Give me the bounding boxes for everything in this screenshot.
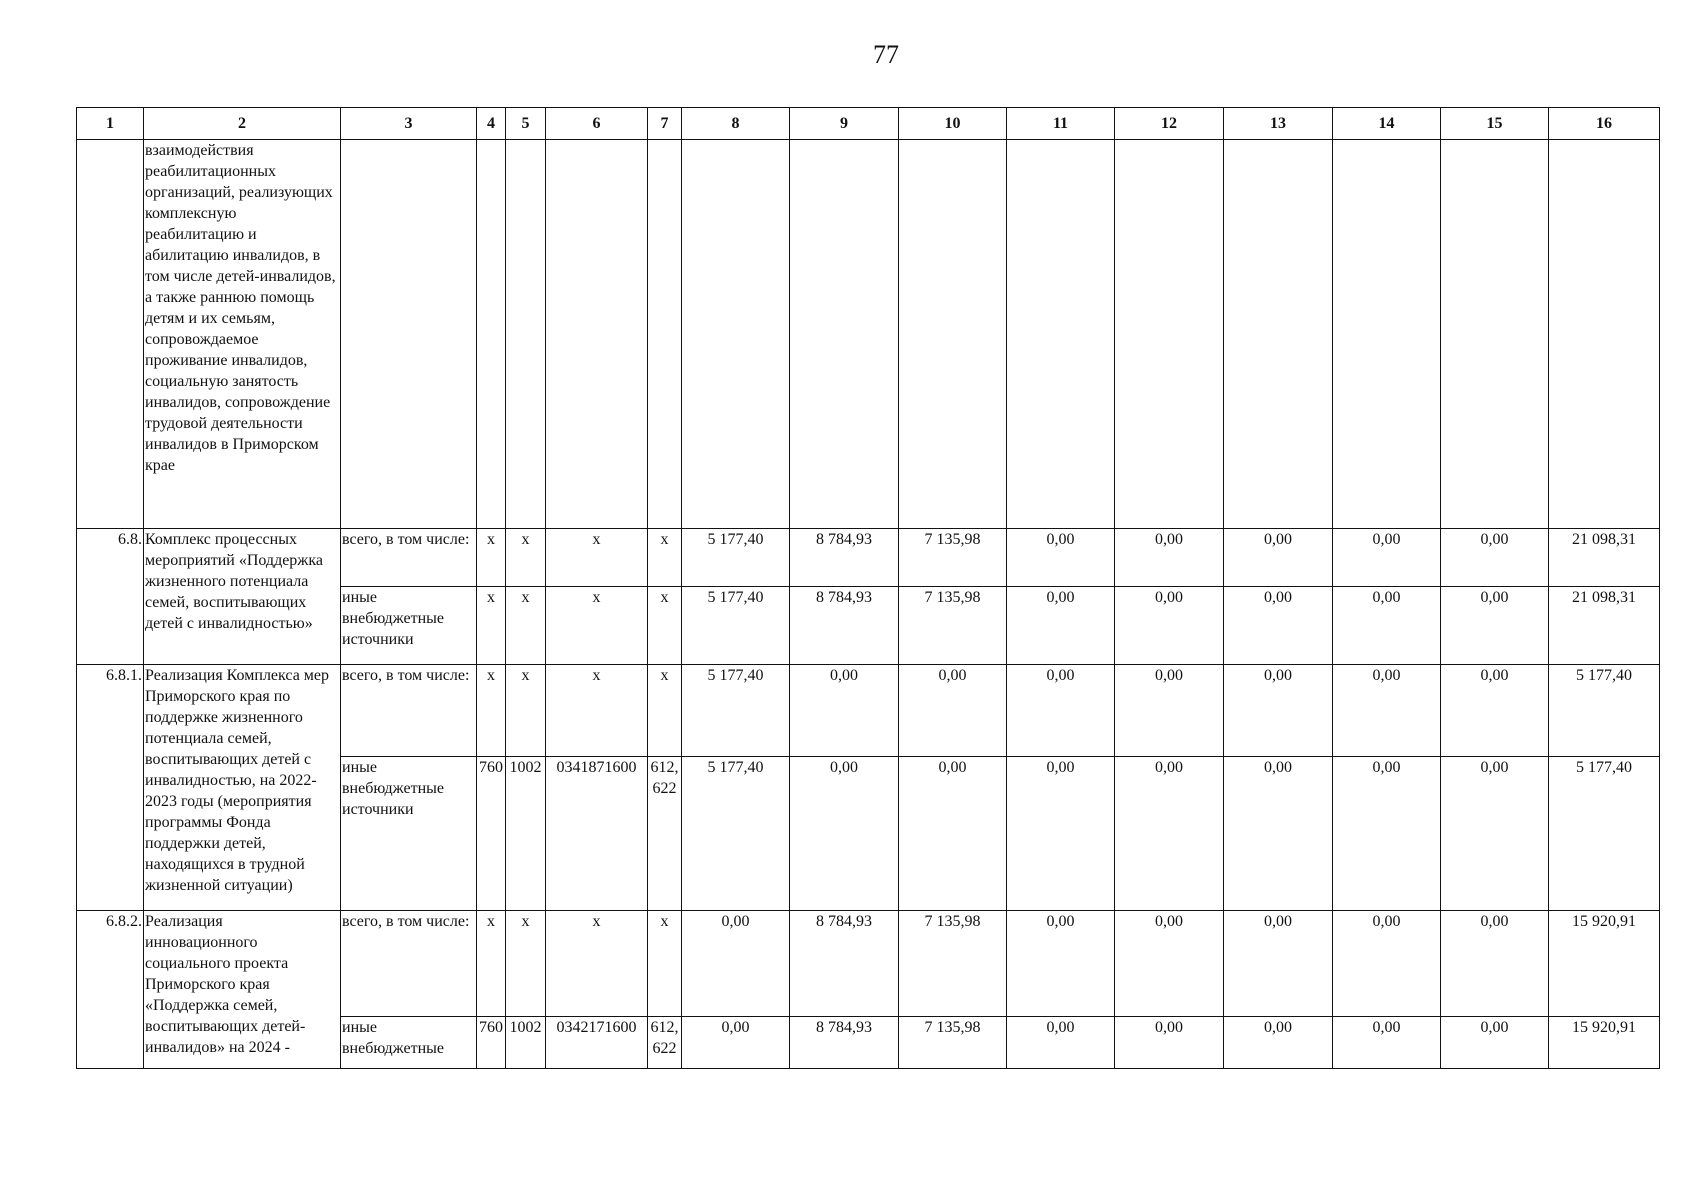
value-cell: 0,00 (1441, 757, 1549, 911)
value-cell: 0,00 (1333, 757, 1441, 911)
funding-source: иные внебюджетные (341, 1017, 477, 1069)
value-cell: 0,00 (1224, 529, 1333, 587)
code-cell: 612, 622 (648, 1017, 682, 1069)
total-cell: 15 920,91 (1549, 911, 1660, 1017)
code-cell: х (546, 529, 648, 587)
code-cell: х (546, 665, 648, 757)
value-cell: 0,00 (1115, 911, 1224, 1017)
value-cell: 0,00 (1224, 665, 1333, 757)
value-cell: 0,00 (1115, 529, 1224, 587)
header-cell: 16 (1549, 108, 1660, 140)
code-cell: х (648, 587, 682, 665)
value-cell: 8 784,93 (790, 587, 899, 665)
cell-empty (1224, 140, 1333, 529)
value-cell: 0,00 (682, 911, 790, 1017)
value-cell: 7 135,98 (899, 911, 1007, 1017)
code-cell: х (477, 587, 506, 665)
header-cell: 5 (506, 108, 546, 140)
funding-source: иные внебюджетные источники (341, 757, 477, 911)
measure-number: 6.8. (77, 529, 144, 665)
header-row (77, 108, 1660, 140)
cell-empty (1115, 140, 1224, 529)
header-cell: 4 (477, 108, 506, 140)
header-cell: 11 (1007, 108, 1115, 140)
measure-number: 6.8.1. (77, 665, 144, 911)
header-cell: 2 (144, 108, 341, 140)
header-cell: 14 (1333, 108, 1441, 140)
measure-name: Комплекс процессных мероприятий «Поддержка жизненного потенциала семей, воспитывающих детей с инвалидностью» (144, 529, 341, 665)
header-cell: 6 (546, 108, 648, 140)
header-cell: 12 (1115, 108, 1224, 140)
cell-empty (1549, 140, 1660, 529)
value-cell: 5 177,40 (682, 665, 790, 757)
value-cell: 0,00 (1224, 757, 1333, 911)
value-cell: 7 135,98 (899, 587, 1007, 665)
code-cell: х (506, 665, 546, 757)
header-cell: 13 (1224, 108, 1333, 140)
value-cell: 7 135,98 (899, 1017, 1007, 1069)
code-cell: х (477, 529, 506, 587)
total-cell: 21 098,31 (1549, 587, 1660, 665)
code-cell: х (648, 529, 682, 587)
value-cell: 0,00 (790, 757, 899, 911)
value-cell: 0,00 (1115, 757, 1224, 911)
code-cell: 760 (477, 757, 506, 911)
total-cell: 5 177,40 (1549, 665, 1660, 757)
value-cell: 0,00 (899, 665, 1007, 757)
value-cell: 0,00 (1441, 587, 1549, 665)
value-cell: 0,00 (682, 1017, 790, 1069)
funding-source: всего, в том числе: (341, 529, 477, 587)
code-cell: 0342171600 (546, 1017, 648, 1069)
header-cell: 8 (682, 108, 790, 140)
value-cell: 8 784,93 (790, 529, 899, 587)
value-cell: 0,00 (1333, 1017, 1441, 1069)
code-cell: 1002 (506, 757, 546, 911)
value-cell: 8 784,93 (790, 1017, 899, 1069)
measure-number: 6.8.2. (77, 911, 144, 1069)
code-cell: 612, 622 (648, 757, 682, 911)
total-cell: 5 177,40 (1549, 757, 1660, 911)
cell-empty (341, 140, 477, 529)
cell-empty (506, 140, 546, 529)
code-cell: х (546, 911, 648, 1017)
cell-empty (477, 140, 506, 529)
value-cell: 0,00 (1007, 529, 1115, 587)
value-cell: 0,00 (899, 757, 1007, 911)
code-cell: х (506, 587, 546, 665)
cell-empty (1333, 140, 1441, 529)
total-cell: 15 920,91 (1549, 1017, 1660, 1069)
continuation-row (77, 140, 1660, 529)
value-cell: 0,00 (1333, 665, 1441, 757)
header-cell: 3 (341, 108, 477, 140)
cell-empty (790, 140, 899, 529)
value-cell: 0,00 (1115, 665, 1224, 757)
total-cell: 21 098,31 (1549, 529, 1660, 587)
cell-empty (546, 140, 648, 529)
value-cell: 0,00 (1441, 665, 1549, 757)
cell-empty (1441, 140, 1549, 529)
value-cell: 0,00 (1007, 1017, 1115, 1069)
value-cell: 5 177,40 (682, 757, 790, 911)
header-cell: 9 (790, 108, 899, 140)
measure-name: Реализация Комплекса мер Приморского края по поддержке жизненного потенциала семей, воспитывающих детей с инвалидностью, на 2022-2023 годы (мероприятия программы Фонда поддержки детей, находящихся в трудной жизненной ситуации) (144, 665, 341, 911)
code-cell: х (546, 587, 648, 665)
header-cell: 10 (899, 108, 1007, 140)
code-cell: х (648, 665, 682, 757)
header-cell: 7 (648, 108, 682, 140)
table-row (77, 529, 1660, 587)
funding-source: всего, в том числе: (341, 911, 477, 1017)
value-cell: 0,00 (1224, 911, 1333, 1017)
value-cell: 0,00 (1441, 911, 1549, 1017)
cell-empty (1007, 140, 1115, 529)
value-cell: 7 135,98 (899, 529, 1007, 587)
cell-empty (682, 140, 790, 529)
measure-name: Реализация инновационного социального проекта Приморского края «Поддержка семей, воспитывающих детей-инвалидов» на 2024 - (144, 911, 341, 1069)
value-cell: 0,00 (1333, 587, 1441, 665)
header-cell: 15 (1441, 108, 1549, 140)
value-cell: 0,00 (1333, 529, 1441, 587)
value-cell: 0,00 (1224, 587, 1333, 665)
value-cell: 0,00 (1333, 911, 1441, 1017)
code-cell: х (506, 911, 546, 1017)
value-cell: 0,00 (1007, 665, 1115, 757)
cell-empty (77, 140, 144, 529)
header-cell: 1 (77, 108, 144, 140)
value-cell: 8 784,93 (790, 911, 899, 1017)
code-cell: х (477, 665, 506, 757)
value-cell: 0,00 (1441, 1017, 1549, 1069)
value-cell: 5 177,40 (682, 587, 790, 665)
code-cell: 1002 (506, 1017, 546, 1069)
value-cell: 0,00 (1224, 1017, 1333, 1069)
value-cell: 0,00 (1007, 757, 1115, 911)
code-cell: х (648, 911, 682, 1017)
continued-measure-name: взаимодействия реабилитационных организаций, реализующих комплексную реабилитацию и абилитацию инвалидов, в том числе детей-инвалидов, а также раннюю помощь детям и их семьям, сопровождаемое проживание инвалидов, социальную занятость инвалидов, сопровождение трудовой деятельности инвалидов в Приморском крае (144, 140, 341, 529)
value-cell: 0,00 (1007, 587, 1115, 665)
value-cell: 0,00 (1007, 911, 1115, 1017)
code-cell: х (506, 529, 546, 587)
code-cell: 0341871600 (546, 757, 648, 911)
table-row (77, 665, 1660, 757)
value-cell: 0,00 (1115, 1017, 1224, 1069)
page-number: 77 (873, 40, 899, 69)
cell-empty (648, 140, 682, 529)
budget-table (76, 107, 1660, 1069)
funding-source: всего, в том числе: (341, 665, 477, 757)
code-cell: х (477, 911, 506, 1017)
value-cell: 0,00 (1115, 587, 1224, 665)
cell-empty (899, 140, 1007, 529)
funding-source: иные внебюджетные источники (341, 587, 477, 665)
table-row (77, 911, 1660, 1017)
code-cell: 760 (477, 1017, 506, 1069)
value-cell: 0,00 (790, 665, 899, 757)
value-cell: 5 177,40 (682, 529, 790, 587)
value-cell: 0,00 (1441, 529, 1549, 587)
